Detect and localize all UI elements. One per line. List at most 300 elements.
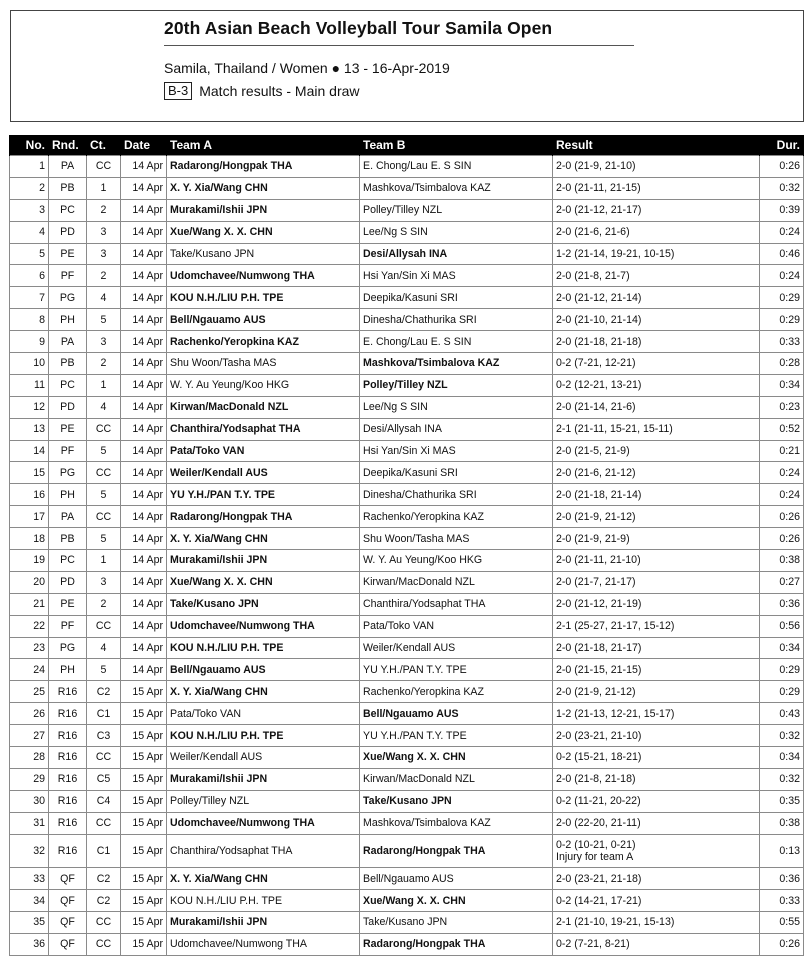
table-row <box>10 747 804 769</box>
round-cell: PC <box>49 374 87 396</box>
column-header-court: Ct. <box>87 135 121 156</box>
round-cell: PB <box>49 528 87 550</box>
court-cell: 3 <box>87 331 121 353</box>
result-score: 0-2 (10-21, 0-21) <box>556 838 636 851</box>
result-cell: 2-0 (21-18, 21-14) <box>553 484 760 506</box>
date-cell: 14 Apr <box>121 550 167 572</box>
match-number-cell: 24 <box>10 659 49 681</box>
court-cell: C2 <box>87 868 121 890</box>
result-cell: 2-0 (21-9, 21-12) <box>553 681 760 703</box>
team-b-cell: Mashkova/Tsimbalova KAZ <box>360 177 553 199</box>
table-row <box>10 396 804 418</box>
date-cell: 14 Apr <box>121 309 167 331</box>
section-title: Match results - Main draw <box>199 83 360 99</box>
round-cell: QF <box>49 933 87 955</box>
team-b-cell: Take/Kusano JPN <box>360 790 553 812</box>
page-title: 20th Asian Beach Volleyball Tour Samila Open <box>164 18 553 38</box>
duration-cell: 0:24 <box>760 265 804 287</box>
duration-cell: 0:55 <box>760 911 804 933</box>
match-number-cell: 33 <box>10 868 49 890</box>
duration-cell: 0:46 <box>760 243 804 265</box>
team-a-cell: Weiler/Kendall AUS <box>167 747 360 769</box>
match-number-cell: 16 <box>10 484 49 506</box>
round-cell: PG <box>49 637 87 659</box>
result-cell: 2-0 (23-21, 21-10) <box>553 725 760 747</box>
match-number-cell: 2 <box>10 177 49 199</box>
table-row <box>10 659 804 681</box>
team-b-cell: Rachenko/Yeropkina KAZ <box>360 681 553 703</box>
date-cell: 15 Apr <box>121 725 167 747</box>
table-row <box>10 506 804 528</box>
team-b-cell: Pata/Toko VAN <box>360 615 553 637</box>
result-cell: 0-2 (7-21, 12-21) <box>553 353 760 375</box>
team-a-cell: X. Y. Xia/Wang CHN <box>167 681 360 703</box>
team-a-cell: Murakami/Ishii JPN <box>167 768 360 790</box>
duration-cell: 0:52 <box>760 418 804 440</box>
court-cell: C3 <box>87 725 121 747</box>
team-a-cell: Murakami/Ishii JPN <box>167 550 360 572</box>
result-cell: 2-0 (21-11, 21-15) <box>553 177 760 199</box>
duration-cell: 0:29 <box>760 309 804 331</box>
date-cell: 14 Apr <box>121 615 167 637</box>
team-a-cell: Xue/Wang X. X. CHN <box>167 571 360 593</box>
duration-cell: 0:24 <box>760 484 804 506</box>
duration-cell: 0:38 <box>760 812 804 834</box>
round-cell: R16 <box>49 790 87 812</box>
team-a-cell: YU Y.H./PAN T.Y. TPE <box>167 484 360 506</box>
date-cell: 14 Apr <box>121 353 167 375</box>
round-cell: PB <box>49 353 87 375</box>
court-cell: 4 <box>87 396 121 418</box>
result-cell: 2-0 (21-9, 21-12) <box>553 506 760 528</box>
table-row <box>10 199 804 221</box>
date-cell: 15 Apr <box>121 768 167 790</box>
court-cell: CC <box>87 615 121 637</box>
team-a-cell: Udomchavee/Numwong THA <box>167 812 360 834</box>
team-b-cell: Desi/Allysah INA <box>360 243 553 265</box>
date-cell: 14 Apr <box>121 659 167 681</box>
match-number-cell: 31 <box>10 812 49 834</box>
court-cell: CC <box>87 812 121 834</box>
court-cell: 1 <box>87 550 121 572</box>
table-row <box>10 725 804 747</box>
team-b-cell: Kirwan/MacDonald NZL <box>360 768 553 790</box>
court-cell: C4 <box>87 790 121 812</box>
result-cell: 2-0 (21-10, 21-14) <box>553 309 760 331</box>
duration-cell: 0:29 <box>760 287 804 309</box>
match-number-cell: 7 <box>10 287 49 309</box>
event-subtitle: Samila, Thailand / Women ● 13 - 16-Apr-2019 <box>164 60 450 76</box>
date-cell: 14 Apr <box>121 265 167 287</box>
date-cell: 14 Apr <box>121 221 167 243</box>
table-row <box>10 440 804 462</box>
team-b-cell: Mashkova/Tsimbalova KAZ <box>360 353 553 375</box>
result-cell: 2-0 (21-9, 21-10) <box>553 156 760 178</box>
duration-cell: 0:38 <box>760 550 804 572</box>
column-header-no: No. <box>10 135 49 156</box>
date-cell: 14 Apr <box>121 287 167 309</box>
team-a-cell: Udomchavee/Numwong THA <box>167 615 360 637</box>
date-cell: 14 Apr <box>121 418 167 440</box>
team-a-cell: Pata/Toko VAN <box>167 703 360 725</box>
date-cell: 14 Apr <box>121 637 167 659</box>
court-cell: 2 <box>87 353 121 375</box>
team-a-cell: KOU N.H./LIU P.H. TPE <box>167 725 360 747</box>
table-row <box>10 790 804 812</box>
court-cell: C1 <box>87 703 121 725</box>
court-cell: C5 <box>87 768 121 790</box>
court-cell: 1 <box>87 374 121 396</box>
round-cell: PF <box>49 440 87 462</box>
date-cell: 15 Apr <box>121 868 167 890</box>
date-cell: 14 Apr <box>121 396 167 418</box>
duration-cell: 0:33 <box>760 331 804 353</box>
team-a-cell: Take/Kusano JPN <box>167 593 360 615</box>
court-cell: CC <box>87 933 121 955</box>
match-results-table <box>9 135 804 956</box>
result-cell: 2-0 (21-18, 21-17) <box>553 637 760 659</box>
match-rows <box>10 156 804 956</box>
date-cell: 14 Apr <box>121 177 167 199</box>
team-b-cell: Mashkova/Tsimbalova KAZ <box>360 812 553 834</box>
match-number-cell: 19 <box>10 550 49 572</box>
team-b-cell: E. Chong/Lau E. S SIN <box>360 156 553 178</box>
round-cell: PD <box>49 221 87 243</box>
duration-cell: 0:21 <box>760 440 804 462</box>
table-row <box>10 177 804 199</box>
round-cell: PG <box>49 287 87 309</box>
duration-cell: 0:29 <box>760 681 804 703</box>
round-cell: QF <box>49 911 87 933</box>
column-header-duration: Dur. <box>760 135 804 156</box>
table-row <box>10 309 804 331</box>
round-cell: PH <box>49 659 87 681</box>
document-code-badge: B-3 <box>164 82 192 100</box>
court-cell: CC <box>87 911 121 933</box>
match-number-cell: 20 <box>10 571 49 593</box>
table-row <box>10 331 804 353</box>
date-cell: 14 Apr <box>121 199 167 221</box>
team-a-cell: Bell/Ngauamo AUS <box>167 309 360 331</box>
team-a-cell: Rachenko/Yeropkina KAZ <box>167 331 360 353</box>
match-number-cell: 27 <box>10 725 49 747</box>
table-row <box>10 768 804 790</box>
team-b-cell: Polley/Tilley NZL <box>360 374 553 396</box>
team-b-cell: Hsi Yan/Sin Xi MAS <box>360 265 553 287</box>
team-a-cell: Polley/Tilley NZL <box>167 790 360 812</box>
team-a-cell: Pata/Toko VAN <box>167 440 360 462</box>
table-row <box>10 418 804 440</box>
court-cell: 2 <box>87 265 121 287</box>
duration-cell: 0:36 <box>760 593 804 615</box>
match-number-cell: 3 <box>10 199 49 221</box>
team-a-cell: Take/Kusano JPN <box>167 243 360 265</box>
result-cell: 2-0 (21-14, 21-6) <box>553 396 760 418</box>
table-row <box>10 265 804 287</box>
match-number-cell: 5 <box>10 243 49 265</box>
round-cell: PD <box>49 396 87 418</box>
result-cell: 2-0 (21-5, 21-9) <box>553 440 760 462</box>
team-b-cell: Lee/Ng S SIN <box>360 221 553 243</box>
duration-cell: 0:28 <box>760 353 804 375</box>
table-row <box>10 243 804 265</box>
team-a-cell: Bell/Ngauamo AUS <box>167 659 360 681</box>
table-row <box>10 550 804 572</box>
duration-cell: 0:26 <box>760 933 804 955</box>
court-cell: 3 <box>87 571 121 593</box>
match-number-cell: 17 <box>10 506 49 528</box>
table-row <box>10 221 804 243</box>
date-cell: 14 Apr <box>121 593 167 615</box>
round-cell: PE <box>49 243 87 265</box>
table-row <box>10 571 804 593</box>
team-b-cell: YU Y.H./PAN T.Y. TPE <box>360 659 553 681</box>
court-cell: 2 <box>87 199 121 221</box>
result-cell: 1-2 (21-14, 19-21, 10-15) <box>553 243 760 265</box>
result-cell: 0-2 (7-21, 8-21) <box>553 933 760 955</box>
round-cell: R16 <box>49 834 87 868</box>
column-header-team-a: Team A <box>167 135 360 156</box>
result-cell: 2-0 (21-8, 21-7) <box>553 265 760 287</box>
date-cell: 14 Apr <box>121 462 167 484</box>
result-cell: 2-0 (21-6, 21-12) <box>553 462 760 484</box>
duration-cell: 0:26 <box>760 506 804 528</box>
team-b-cell: Deepika/Kasuni SRI <box>360 287 553 309</box>
result-cell: 2-0 (23-21, 21-18) <box>553 868 760 890</box>
team-a-cell: Chanthira/Yodsaphat THA <box>167 834 360 868</box>
date-cell: 15 Apr <box>121 747 167 769</box>
round-cell: PA <box>49 331 87 353</box>
result-cell: 0-2 (14-21, 17-21) <box>553 890 760 912</box>
date-cell: 15 Apr <box>121 933 167 955</box>
team-b-cell: Radarong/Hongpak THA <box>360 933 553 955</box>
duration-cell: 0:35 <box>760 790 804 812</box>
team-b-cell: Polley/Tilley NZL <box>360 199 553 221</box>
match-number-cell: 6 <box>10 265 49 287</box>
team-a-cell: X. Y. Xia/Wang CHN <box>167 177 360 199</box>
court-cell: C2 <box>87 681 121 703</box>
duration-cell: 0:32 <box>760 768 804 790</box>
result-cell: 2-1 (21-11, 15-21, 15-11) <box>553 418 760 440</box>
match-number-cell: 18 <box>10 528 49 550</box>
duration-cell: 0:23 <box>760 396 804 418</box>
section-heading <box>164 82 360 100</box>
duration-cell: 0:36 <box>760 868 804 890</box>
date-cell: 15 Apr <box>121 834 167 868</box>
column-header-round: Rnd. <box>49 135 87 156</box>
match-number-cell: 25 <box>10 681 49 703</box>
match-number-cell: 8 <box>10 309 49 331</box>
round-cell: R16 <box>49 725 87 747</box>
result-cell: 2-0 (21-9, 21-9) <box>553 528 760 550</box>
table-row <box>10 353 804 375</box>
team-b-cell: Kirwan/MacDonald NZL <box>360 571 553 593</box>
table-row <box>10 890 804 912</box>
duration-cell: 0:34 <box>760 374 804 396</box>
team-a-cell: KOU N.H./LIU P.H. TPE <box>167 890 360 912</box>
court-cell: C2 <box>87 890 121 912</box>
result-cell: 2-0 (21-7, 21-17) <box>553 571 760 593</box>
team-a-cell: Udomchavee/Numwong THA <box>167 265 360 287</box>
team-a-cell: Xue/Wang X. X. CHN <box>167 221 360 243</box>
table-row <box>10 933 804 955</box>
match-number-cell: 26 <box>10 703 49 725</box>
date-cell: 14 Apr <box>121 440 167 462</box>
round-cell: PB <box>49 177 87 199</box>
court-cell: 2 <box>87 593 121 615</box>
date-cell: 14 Apr <box>121 528 167 550</box>
result-cell: 0-2 (12-21, 13-21) <box>553 374 760 396</box>
duration-cell: 0:34 <box>760 637 804 659</box>
result-cell: 2-1 (21-10, 19-21, 15-13) <box>553 911 760 933</box>
result-cell: 2-0 (21-12, 21-19) <box>553 593 760 615</box>
match-number-cell: 21 <box>10 593 49 615</box>
court-cell: 5 <box>87 440 121 462</box>
team-b-cell: Weiler/Kendall AUS <box>360 637 553 659</box>
match-number-cell: 29 <box>10 768 49 790</box>
table-row <box>10 911 804 933</box>
match-number-cell: 1 <box>10 156 49 178</box>
team-a-cell: KOU N.H./LIU P.H. TPE <box>167 637 360 659</box>
court-cell: 5 <box>87 309 121 331</box>
team-b-cell: Dinesha/Chathurika SRI <box>360 309 553 331</box>
match-number-cell: 14 <box>10 440 49 462</box>
column-header-team-b: Team B <box>360 135 553 156</box>
result-cell: 2-0 (21-6, 21-6) <box>553 221 760 243</box>
team-b-cell: Take/Kusano JPN <box>360 911 553 933</box>
date-cell: 14 Apr <box>121 331 167 353</box>
round-cell: R16 <box>49 768 87 790</box>
team-b-cell: Xue/Wang X. X. CHN <box>360 747 553 769</box>
duration-cell: 0:24 <box>760 462 804 484</box>
result-cell: 1-2 (21-13, 12-21, 15-17) <box>553 703 760 725</box>
round-cell: PE <box>49 593 87 615</box>
match-number-cell: 36 <box>10 933 49 955</box>
date-cell: 14 Apr <box>121 484 167 506</box>
round-cell: QF <box>49 868 87 890</box>
team-b-cell: Desi/Allysah INA <box>360 418 553 440</box>
round-cell: R16 <box>49 681 87 703</box>
match-number-cell: 22 <box>10 615 49 637</box>
match-number-cell: 15 <box>10 462 49 484</box>
team-a-cell: W. Y. Au Yeung/Koo HKG <box>167 374 360 396</box>
table-row <box>10 484 804 506</box>
duration-cell: 0:24 <box>760 221 804 243</box>
result-cell: 2-0 (21-15, 21-15) <box>553 659 760 681</box>
round-cell: R16 <box>49 747 87 769</box>
table-row <box>10 615 804 637</box>
duration-cell: 0:27 <box>760 571 804 593</box>
team-a-cell: Udomchavee/Numwong THA <box>167 933 360 955</box>
table-row <box>10 703 804 725</box>
team-a-cell: Shu Woon/Tasha MAS <box>167 353 360 375</box>
date-cell: 15 Apr <box>121 812 167 834</box>
court-cell: C1 <box>87 834 121 868</box>
round-cell: R16 <box>49 703 87 725</box>
court-cell: 3 <box>87 243 121 265</box>
result-cell: 2-0 (21-11, 21-10) <box>553 550 760 572</box>
duration-cell: 0:33 <box>760 890 804 912</box>
table-row <box>10 374 804 396</box>
team-b-cell: Deepika/Kasuni SRI <box>360 462 553 484</box>
date-cell: 14 Apr <box>121 506 167 528</box>
date-cell: 15 Apr <box>121 703 167 725</box>
team-a-cell: Murakami/Ishii JPN <box>167 911 360 933</box>
round-cell: PH <box>49 309 87 331</box>
duration-cell: 0:34 <box>760 747 804 769</box>
team-b-cell: Radarong/Hongpak THA <box>360 834 553 868</box>
team-a-cell: Kirwan/MacDonald NZL <box>167 396 360 418</box>
duration-cell: 0:26 <box>760 156 804 178</box>
round-cell: PF <box>49 615 87 637</box>
team-b-cell: Bell/Ngauamo AUS <box>360 703 553 725</box>
team-b-cell: W. Y. Au Yeung/Koo HKG <box>360 550 553 572</box>
team-a-cell: Murakami/Ishii JPN <box>167 199 360 221</box>
date-cell: 15 Apr <box>121 681 167 703</box>
result-note: Injury for team A <box>556 850 634 863</box>
table-row <box>10 681 804 703</box>
table-row <box>10 834 804 868</box>
court-cell: 5 <box>87 659 121 681</box>
court-cell: CC <box>87 462 121 484</box>
court-cell: 5 <box>87 528 121 550</box>
team-b-cell: Rachenko/Yeropkina KAZ <box>360 506 553 528</box>
round-cell: PD <box>49 571 87 593</box>
table-row <box>10 812 804 834</box>
duration-cell: 0:26 <box>760 528 804 550</box>
match-number-cell: 9 <box>10 331 49 353</box>
match-number-cell: 35 <box>10 911 49 933</box>
court-cell: CC <box>87 747 121 769</box>
result-cell <box>553 834 760 868</box>
team-a-cell: Radarong/Hongpak THA <box>167 156 360 178</box>
table-row <box>10 868 804 890</box>
match-number-cell: 30 <box>10 790 49 812</box>
team-a-cell: Radarong/Hongpak THA <box>167 506 360 528</box>
date-cell: 14 Apr <box>121 243 167 265</box>
match-number-cell: 13 <box>10 418 49 440</box>
result-cell: 0-2 (11-21, 20-22) <box>553 790 760 812</box>
court-cell: 4 <box>87 287 121 309</box>
match-number-cell: 32 <box>10 834 49 868</box>
duration-cell: 0:13 <box>760 834 804 868</box>
court-cell: 3 <box>87 221 121 243</box>
match-number-cell: 12 <box>10 396 49 418</box>
table-row <box>10 593 804 615</box>
court-cell: CC <box>87 418 121 440</box>
team-a-cell: Chanthira/Yodsaphat THA <box>167 418 360 440</box>
team-b-cell: Lee/Ng S SIN <box>360 396 553 418</box>
column-header-result: Result <box>553 135 760 156</box>
duration-cell: 0:32 <box>760 177 804 199</box>
result-cell: 2-0 (21-8, 21-18) <box>553 768 760 790</box>
round-cell: PC <box>49 199 87 221</box>
round-cell: QF <box>49 890 87 912</box>
team-b-cell: E. Chong/Lau E. S SIN <box>360 331 553 353</box>
duration-cell: 0:29 <box>760 659 804 681</box>
table-row <box>10 156 804 178</box>
result-cell: 2-0 (21-12, 21-17) <box>553 199 760 221</box>
table-header-row <box>10 135 804 156</box>
round-cell: PA <box>49 506 87 528</box>
round-cell: PA <box>49 156 87 178</box>
court-cell: 5 <box>87 484 121 506</box>
match-number-cell: 34 <box>10 890 49 912</box>
round-cell: PG <box>49 462 87 484</box>
round-cell: PC <box>49 550 87 572</box>
date-cell: 14 Apr <box>121 374 167 396</box>
team-a-cell: X. Y. Xia/Wang CHN <box>167 868 360 890</box>
